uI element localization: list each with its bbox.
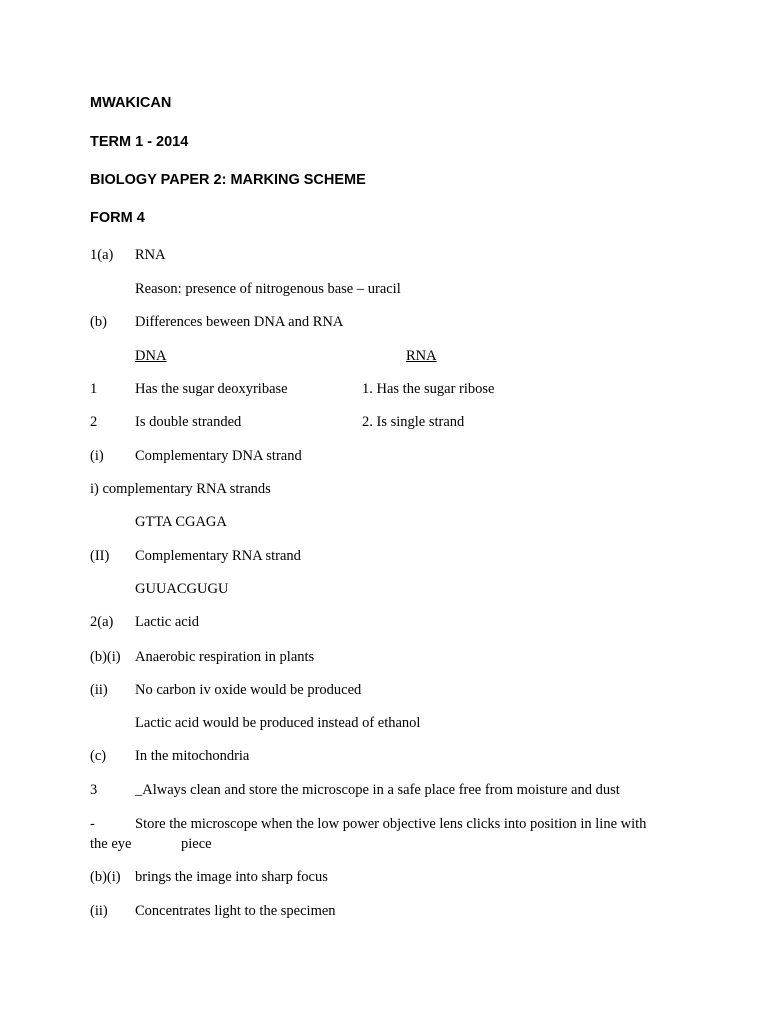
q1b-label: (b) [90, 314, 107, 330]
q2ii-text: No carbon iv oxide would be produced [135, 682, 362, 698]
q3-text-1: _Always clean and store the microscope in a safe place free from moisture and dust [135, 782, 620, 798]
q2bi-text: Anaerobic respiration in plants [135, 649, 315, 665]
dna-column-header: DNA [135, 348, 167, 364]
school-name: MWAKICAN [90, 95, 172, 111]
q2ii-label: (ii) [90, 682, 108, 698]
term-heading: TERM 1 - 2014 [90, 134, 189, 150]
diff-row-dna: Is double stranded [135, 414, 242, 430]
q1i-text: Complementary DNA strand [135, 448, 302, 464]
q3bi-text: brings the image into sharp focus [135, 869, 328, 885]
paper-title: BIOLOGY PAPER 2: MARKING SCHEME [90, 172, 366, 188]
q1i-sequence: GTTA CGAGA [135, 514, 227, 530]
q1a-answer: RNA [135, 247, 166, 263]
q2a-label: 2(a) [90, 614, 114, 630]
q3bi-label: (b)(i) [90, 869, 121, 885]
diff-row-rna: 2. Is single strand [362, 414, 465, 430]
q2c-text: In the mitochondria [135, 748, 250, 764]
diff-row-rna: 1. Has the sugar ribose [362, 381, 495, 397]
q3-label: 3 [90, 782, 98, 798]
diff-row-dna: Has the sugar deoxyribase [135, 381, 288, 397]
q3ii-label: (ii) [90, 903, 108, 919]
q2bi-label: (b)(i) [90, 649, 121, 665]
q2ii-text-2: Lactic acid would be produced instead of ethanol [135, 715, 421, 731]
q3-text-2-cont-a: the eye [90, 836, 132, 852]
diff-row-number: 1 [90, 381, 98, 397]
q1i-note: i) complementary RNA strands [90, 481, 271, 497]
q1a-reason: Reason: presence of nitrogenous base – uracil [135, 281, 401, 297]
q1ii-text: Complementary RNA strand [135, 548, 301, 564]
q1b-text: Differences beween DNA and RNA [135, 314, 344, 330]
q2a-text: Lactic acid [135, 614, 199, 630]
q1ii-label: (II) [90, 548, 110, 564]
q1ii-sequence: GUUACGUGU [135, 581, 229, 597]
q1a-label: 1(a) [90, 247, 114, 263]
q1i-label: (i) [90, 448, 104, 464]
q3ii-text: Concentrates light to the specimen [135, 903, 336, 919]
rna-column-header: RNA [406, 348, 437, 364]
diff-row-number: 2 [90, 414, 98, 430]
q2c-label: (c) [90, 748, 107, 764]
q3-dash: - [90, 816, 95, 832]
q3-text-2: Store the microscope when the low power objective lens clicks into position in line with [135, 816, 647, 832]
q3-text-2-cont-b: piece [181, 836, 212, 852]
form-heading: FORM 4 [90, 210, 145, 226]
